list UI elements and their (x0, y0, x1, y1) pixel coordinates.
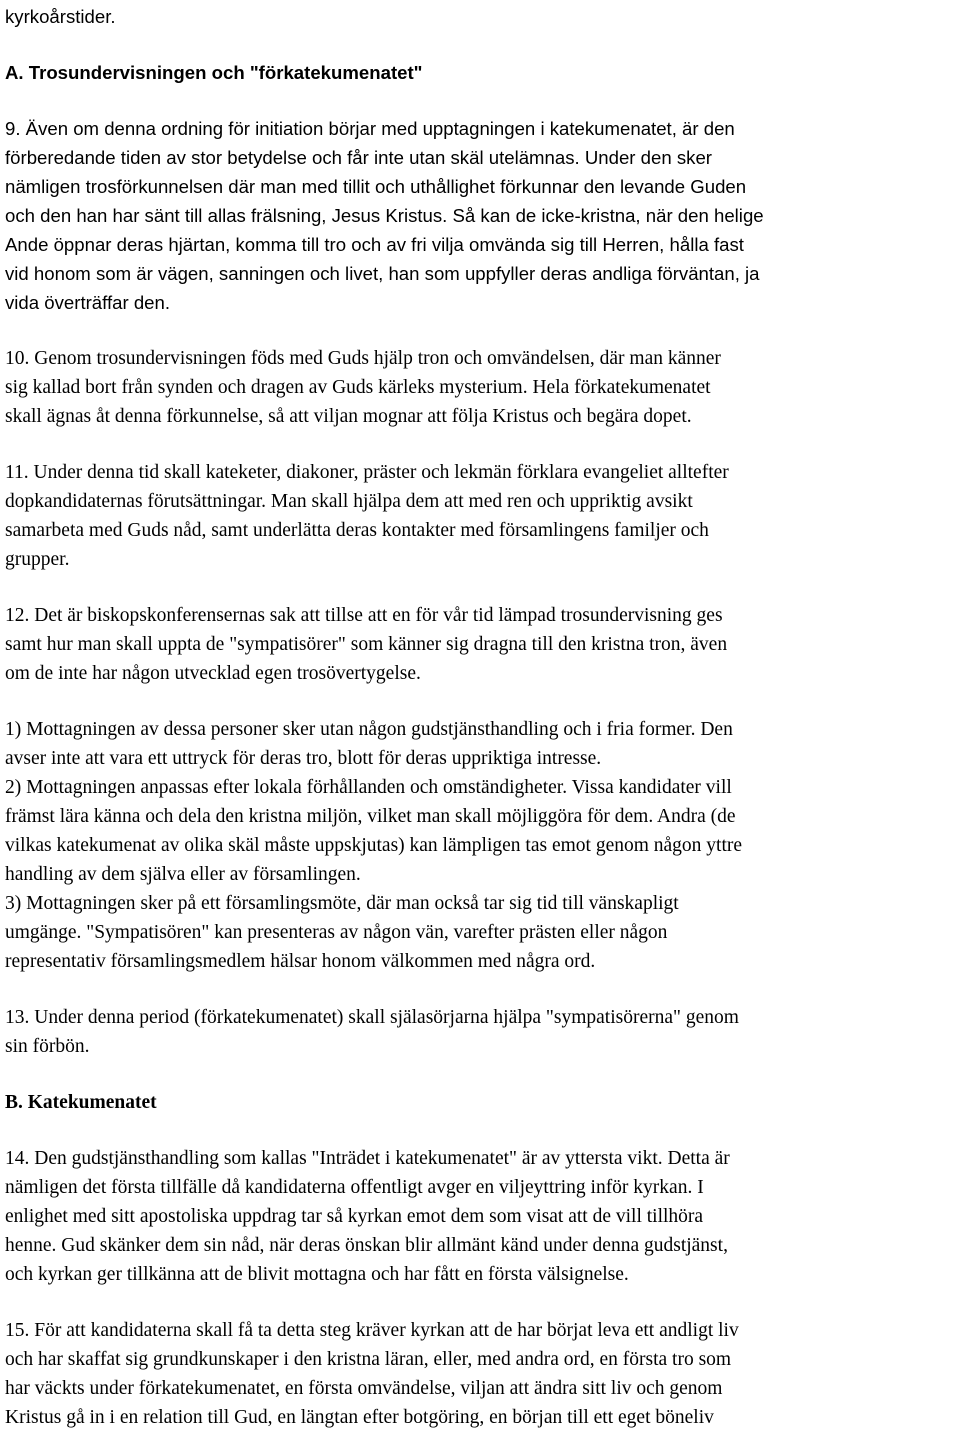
text-line (5, 2, 958, 31)
paragraph-gap (5, 688, 958, 715)
text-line (5, 344, 958, 373)
line-text: kyrkoårstider. (5, 6, 116, 27)
line-text: sin förbön. (5, 1036, 90, 1057)
line-text: representativ församlingsmedlem hälsar honom välkommen med några ord. (5, 951, 596, 972)
line-text: Ande öppnar deras hjärtan, komma till tro och av fri vilja omvända sig till Herren, hålla fast (5, 234, 744, 255)
line-text: 9. Även om denna ordning för initiation börjar med upptagningen i katekumenatet, är den (5, 118, 735, 139)
line-text: vilkas katekumenat av olika skäl måste uppskjutas) kan lämpligen tas emot genom någon yttre (5, 835, 743, 856)
text-line (5, 230, 958, 259)
line-text: sig kallad bort från synden och dragen av Guds kärleks mysterium. Hela förkatekumenatet (5, 377, 711, 398)
line-text: 11. Under denna tid skall kateketer, diakoner, präster och lekmän förklara evangeliet alltefter (5, 462, 729, 483)
text-line (5, 259, 958, 288)
line-text: enlighet med sitt apostoliska uppdrag tar så kyrkan emot dem som visat att de vill tillhöra (5, 1206, 704, 1227)
text-line (5, 1403, 958, 1432)
text-line (5, 601, 958, 630)
line-text: och kyrkan ger tillkänna att de blivit mottagna och har fått en första välsignelse. (5, 1264, 629, 1285)
paragraph-gap (5, 976, 958, 1003)
line-text: avser inte att vara ett uttryck för deras tro, blott för deras uppriktiga intresse. (5, 748, 602, 769)
paragraph-gap (5, 1061, 958, 1088)
text-line (5, 201, 958, 230)
text-line (5, 1088, 958, 1117)
line-text: 1) Mottagningen av dessa personer sker utan någon gudstjänsthandling och i fria former. Den (5, 719, 733, 740)
paragraph-gap (5, 1117, 958, 1144)
text-line (5, 1144, 958, 1173)
text-line (5, 1374, 958, 1403)
text-line (5, 288, 958, 317)
paragraph-gap (5, 87, 958, 114)
text-line (5, 1003, 958, 1032)
line-text: skall ägnas åt denna förkunnelse, så att viljan mognar att följa Kristus och begära dopet. (5, 406, 692, 427)
text-line (5, 659, 958, 688)
text-line (5, 918, 958, 947)
line-text: om de inte har någon utvecklad egen trosövertygelse. (5, 663, 421, 684)
line-text: 13. Under denna period (förkatekumenatet) skall själasörjarna hjälpa "sympatisörerna" genom (5, 1007, 739, 1028)
document-page (5, 2, 958, 1432)
line-text: dopkandidaternas förutsättningar. Man skall hjälpa dem att med ren och uppriktig avsikt (5, 491, 693, 512)
line-text: nämligen det första tillfälle då kandidaterna offentligt avger en viljeyttring inför kyrkan. I (5, 1177, 704, 1198)
text-line (5, 114, 958, 143)
text-line (5, 802, 958, 831)
text-line (5, 860, 958, 889)
line-text: 2) Mottagningen anpassas efter lokala förhållanden och omständigheter. Vissa kandidater vill (5, 777, 732, 798)
line-text: har väckts under förkatekumenatet, en första omvändelse, viljan att ändra sitt liv och genom (5, 1378, 723, 1399)
text-line (5, 402, 958, 431)
text-line (5, 1231, 958, 1260)
text-line (5, 889, 958, 918)
section-heading: A. Trosundervisningen och "förkatekumenatet" (5, 62, 423, 83)
text-line (5, 373, 958, 402)
line-text: henne. Gud skänker dem sin nåd, när deras önskan blir allmänt känd under denna gudstjänst, (5, 1235, 728, 1256)
line-text: 12. Det är biskopskonferensernas sak att tillse att en för vår tid lämpad trosundervisning ges (5, 605, 723, 626)
text-line (5, 947, 958, 976)
line-text: 14. Den gudstjänsthandling som kallas "Inträdet i katekumenatet" är av yttersta vikt. Detta är (5, 1148, 730, 1169)
text-line (5, 458, 958, 487)
line-text: umgänge. "Sympatisören" kan presenteras av någon vän, varefter prästen eller någon (5, 922, 668, 943)
line-text: grupper. (5, 549, 70, 570)
text-line (5, 1345, 958, 1374)
text-line (5, 831, 958, 860)
line-text: 3) Mottagningen sker på ett församlingsmöte, där man också tar sig tid till vänskapligt (5, 893, 679, 914)
line-text: vid honom som är vägen, sanningen och livet, han som uppfyller deras andliga förväntan, ja (5, 263, 760, 284)
line-text: handling av dem själva eller av församlingen. (5, 864, 361, 885)
line-text: samarbeta med Guds nåd, samt underlätta deras kontakter med församlingens familjer och (5, 520, 709, 541)
paragraph-gap (5, 574, 958, 601)
line-text: 10. Genom trosundervisningen föds med Guds hjälp tron och omvändelsen, där man känner (5, 348, 721, 369)
line-text: och den han har sänt till allas frälsning, Jesus Kristus. Så kan de icke-kristna, när den helige (5, 205, 764, 226)
paragraph-gap (5, 317, 958, 344)
text-line (5, 1202, 958, 1231)
section-heading: B. Katekumenatet (5, 1092, 157, 1113)
text-line (5, 1173, 958, 1202)
text-line (5, 172, 958, 201)
paragraph-gap (5, 1289, 958, 1316)
text-line (5, 545, 958, 574)
text-line (5, 1316, 958, 1345)
line-text: Kristus gå in i en relation till Gud, en längtan efter botgöring, en början till ett eget böneliv (5, 1407, 714, 1428)
line-text: 15. För att kandidaterna skall få ta detta steg kräver kyrkan att de har börjat leva ett andligt liv (5, 1320, 739, 1341)
line-text: förberedande tiden av stor betydelse och får inte utan skäl utelämnas. Under den sker (5, 147, 712, 168)
paragraph-gap (5, 431, 958, 458)
text-line (5, 58, 958, 87)
line-text: vida överträffar den. (5, 292, 171, 313)
text-line (5, 715, 958, 744)
line-text: samt hur man skall uppta de "sympatisörer" som känner sig dragna till den kristna tron, även (5, 634, 728, 655)
text-line (5, 744, 958, 773)
line-text: och har skaffat sig grundkunskaper i den kristna läran, eller, med andra ord, en första tro som (5, 1349, 732, 1370)
text-line (5, 1260, 958, 1289)
text-line (5, 630, 958, 659)
text-line (5, 1032, 958, 1061)
paragraph-gap (5, 31, 958, 58)
text-line (5, 143, 958, 172)
text-line (5, 487, 958, 516)
text-line (5, 773, 958, 802)
text-line (5, 516, 958, 545)
line-text: nämligen trosförkunnelsen där man med tillit och uthållighet förkunnar den levande Guden (5, 176, 747, 197)
line-text: främst lära känna och dela den kristna miljön, vilket man skall möjliggöra för dem. Andra (de (5, 806, 736, 827)
